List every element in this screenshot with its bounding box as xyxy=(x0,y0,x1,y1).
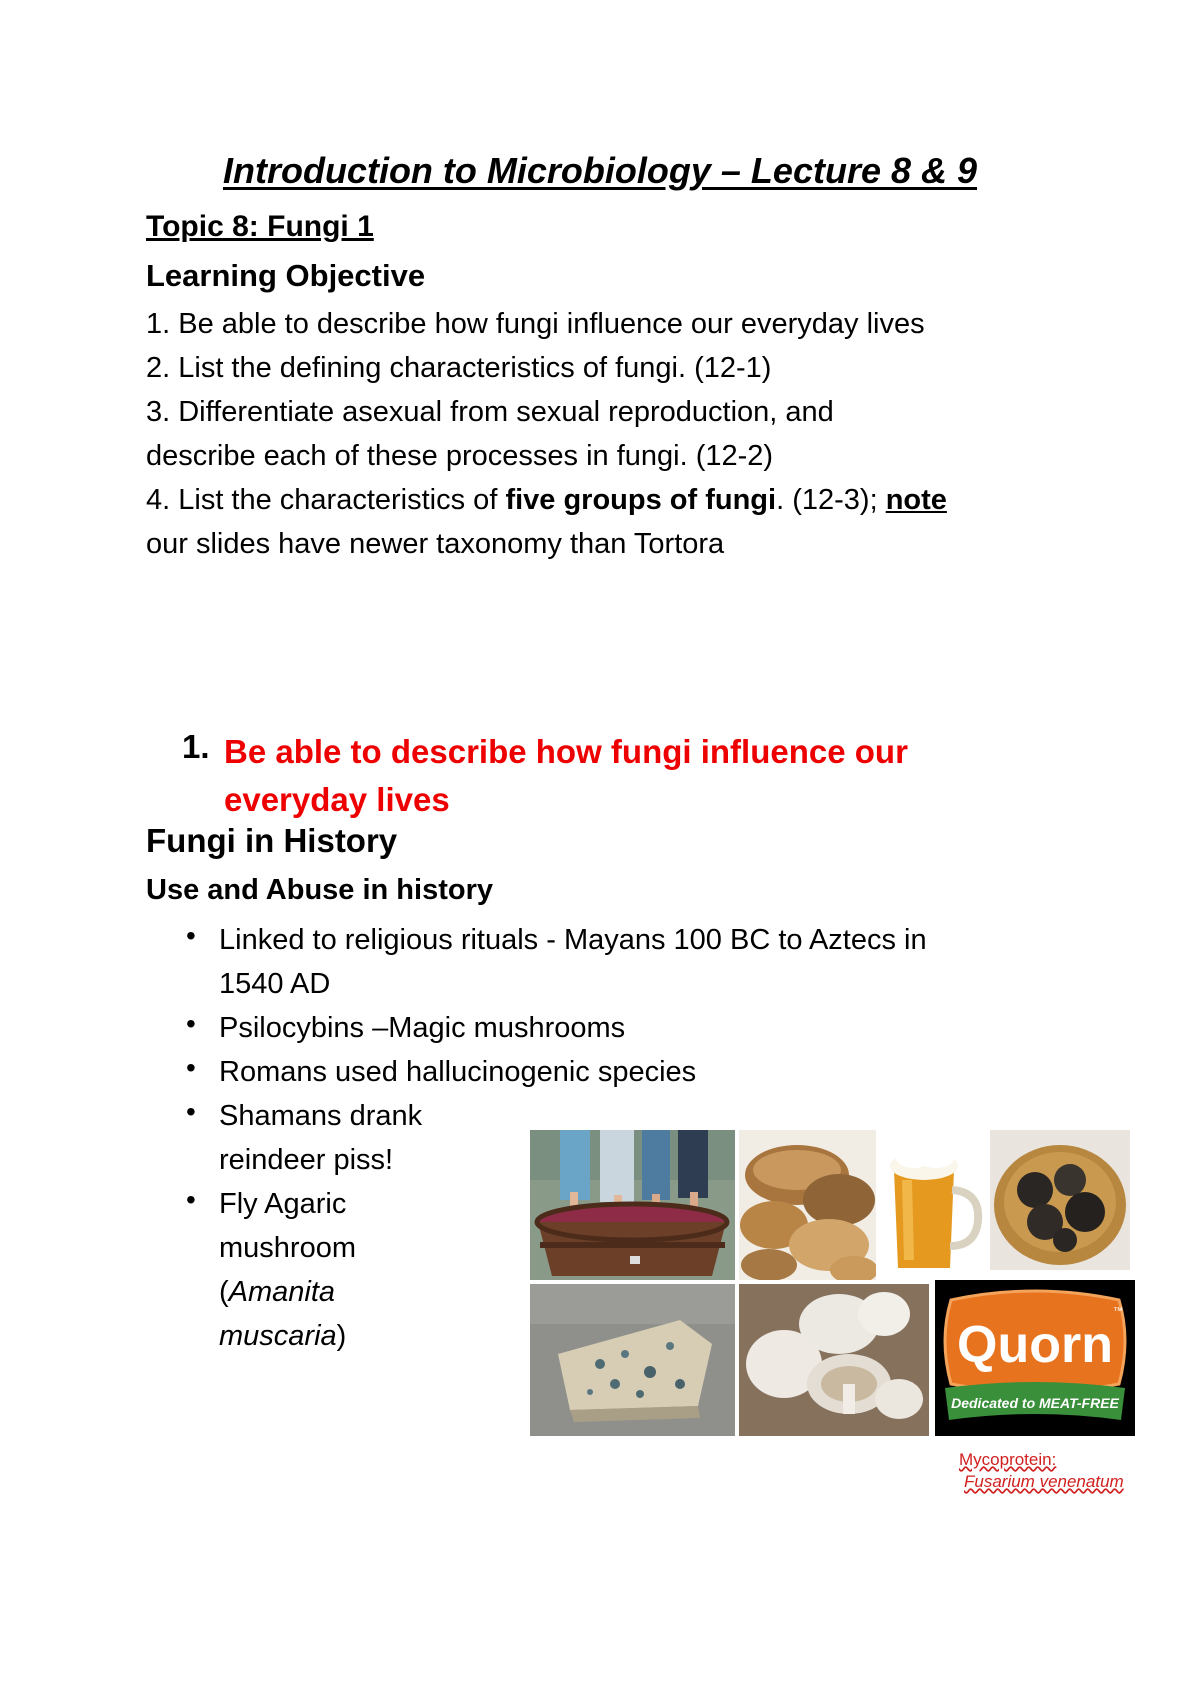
species-name: muscaria xyxy=(219,1320,337,1352)
bullet-5-line-1: Fly Agaric xyxy=(219,1188,347,1220)
bullet-5-line-3 xyxy=(219,1270,335,1314)
bullet-dot: • xyxy=(186,1096,196,1127)
quorn-brand-text: Quorn xyxy=(957,1316,1113,1374)
objective-4-line-1 xyxy=(146,478,947,522)
objective-4-text: 4. List the characteristics of xyxy=(146,484,506,516)
fungi-in-history-heading: Fungi in History xyxy=(146,822,398,859)
truffles-photo xyxy=(990,1130,1130,1270)
bullet-1-line-2: 1540 AD xyxy=(219,968,331,1000)
button-mushrooms-photo xyxy=(739,1284,929,1436)
document-title: Introduction to Microbiology – Lecture 8 & 9 xyxy=(222,150,978,191)
beer-photo xyxy=(880,1130,985,1280)
bullet-dot: • xyxy=(186,1008,196,1039)
bullet-5-line-2: mushroom xyxy=(219,1232,356,1264)
bullet-dot: • xyxy=(186,1052,196,1083)
five-groups-emphasis: five groups of fungi xyxy=(505,484,777,516)
bullet-dot: • xyxy=(186,1184,196,1215)
bullet-5-line-4 xyxy=(219,1314,346,1358)
section-heading xyxy=(224,728,908,824)
bullet-1-line-1: Linked to religious rituals - Mayans 100 BC to Aztecs in xyxy=(219,924,927,956)
use-and-abuse-heading: Use and Abuse in history xyxy=(146,874,493,906)
objective-1: 1. Be able to describe how fungi influence our everyday lives xyxy=(146,308,925,340)
section-heading-line-1: Be able to describe how fungi influence our xyxy=(224,733,908,770)
topic-heading: Topic 8: Fungi 1 xyxy=(146,210,374,243)
genus-name: Amanita xyxy=(228,1276,336,1308)
objective-3-line-2: describe each of these processes in fungi. (12-2) xyxy=(146,440,774,472)
section-number: 1. xyxy=(182,728,210,765)
quorn-tm: ™ xyxy=(1113,1306,1123,1317)
section-heading-line-2: everyday lives xyxy=(224,781,450,818)
bullet-3: Romans used hallucinogenic species xyxy=(219,1056,697,1088)
learning-objective-heading: Learning Objective xyxy=(146,258,426,293)
bullet-4-line-2: reindeer piss! xyxy=(219,1144,394,1176)
objective-4-ref: . (12-3); xyxy=(776,484,886,516)
bullet-4-line-1: Shamans drank xyxy=(219,1100,423,1132)
bread-photo xyxy=(739,1130,876,1280)
bullet-dot: • xyxy=(186,920,196,951)
grape-stomping-photo xyxy=(530,1130,735,1280)
blue-cheese-photo xyxy=(530,1284,735,1436)
note-emphasis: note xyxy=(885,484,947,516)
quorn-tagline: Dedicated to MEAT-FREE xyxy=(951,1395,1119,1411)
paren-open: ( xyxy=(219,1276,229,1308)
objective-3-line-1: 3. Differentiate asexual from sexual reproduction, and xyxy=(146,396,834,428)
caption-species: Fusarium venenatum xyxy=(964,1472,1124,1491)
objective-2: 2. List the defining characteristics of fungi. (12-1) xyxy=(146,352,772,384)
quorn-logo xyxy=(935,1280,1135,1436)
paren-close: ) xyxy=(336,1320,347,1352)
caption-mycoprotein: Mycoprotein: xyxy=(959,1450,1057,1469)
objective-4-line-2: our slides have newer taxonomy than Tortora xyxy=(146,528,725,560)
bullet-2: Psilocybins –Magic mushrooms xyxy=(219,1012,626,1044)
